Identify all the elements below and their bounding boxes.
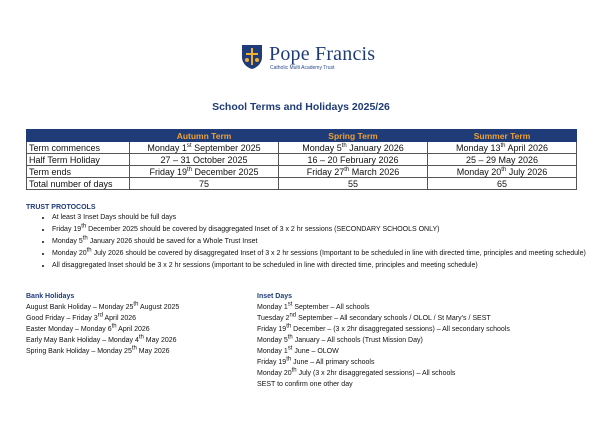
table-cell [428,166,577,178]
inset-day-item-text: Monday 1 [257,348,288,355]
protocol-item-text: All disaggregated Inset should be 3 x 2 hr sessions (important to be scheduled in line with directed time, principles and meeting schedule) [52,261,478,269]
trust-logo [241,42,375,72]
table-cell-text: 16 – 20 February 2026 [307,154,399,165]
inset-day-item-text-end: January – All schools (Trust Mission Day) [292,337,423,344]
inset-day-item-ordinal: nd [289,312,297,319]
table-cell [428,142,577,154]
row-label: Half Term Holiday [27,154,130,166]
inset-day-item-ordinal: st [287,301,293,308]
inset-day-item [257,324,587,335]
table-cell [130,178,279,190]
bank-holiday-item-text-end: August 2025 [138,304,180,311]
inset-day-item-text-end: September – All schools [292,304,370,311]
table-cell [428,154,577,166]
protocol-item-text: Monday 20 [52,249,87,257]
bank-holidays-section [26,291,256,357]
inset-days-heading: Inset Days [257,293,293,300]
table-cell-text: Monday 5 [302,142,342,153]
bank-holiday-item [26,313,256,324]
table-row [27,142,577,154]
inset-day-item-text: Friday 19 [257,359,287,366]
protocol-item-ordinal: th [82,235,88,242]
inset-day-item-text: Tuesday 2 [257,315,290,322]
row-label: Term commences [27,142,130,154]
table-cell-text: Monday 20 [456,166,502,177]
inset-day-item-ordinal: th [286,356,292,363]
bank-holiday-item-ordinal: rd [97,312,103,319]
inset-day-item-text-end: September – All secondary schools / OLOL / St Mary’s / SEST [296,315,491,322]
table-cell [279,166,428,178]
protocol-item [52,247,586,259]
terms-table [26,129,577,190]
protocol-item-text: Friday 19 [52,225,82,233]
protocol-item-text-end: July 2026 should be covered by disaggregated Inset of 3 x 2 hr sessions (Important to be scheduled in line with directed time, principles and meeting schedule) [91,249,586,257]
bank-holidays-list [26,302,256,357]
table-cell-text-end: July 2026 [506,166,548,177]
inset-day-item-ordinal: th [287,334,293,341]
bank-holiday-item-text: August Bank Holiday – Monday 25 [26,304,134,311]
table-cell-ordinal: th [341,142,347,149]
protocol-item-text: At least 3 Inset Days should be full days [52,214,177,221]
bank-holiday-item-text: Good Friday – Friday 3 [26,315,98,322]
protocol-item [52,235,586,247]
inset-day-item-text: Monday 5 [257,337,288,344]
inset-day-item [257,302,587,313]
table-cell-text: Friday 27 [306,166,345,177]
bank-holiday-item [26,302,256,313]
table-cell-text-end: September 2025 [191,142,261,153]
bank-holiday-item-ordinal: th [138,334,144,341]
inset-day-item-ordinal: th [291,367,297,374]
inset-day-item-text-end: June – OLOW [292,348,339,355]
table-cell-ordinal: th [501,166,507,173]
protocol-item-ordinal: th [81,223,87,230]
protocol-item [52,223,586,235]
inset-day-item-text: Monday 20 [257,370,292,377]
bank-holiday-item [26,335,256,346]
crest-icon [241,44,263,70]
inset-day-item [257,368,587,379]
bank-holiday-item-text-end: April 2026 [116,326,150,333]
bank-holiday-item-text: Spring Bank Holiday – Monday 25 [26,348,132,355]
table-cell [279,178,428,190]
table-cell [130,154,279,166]
table-header-row [27,130,577,142]
protocols-heading: TRUST PROTOCOLS [26,204,96,211]
logo-name: Pope Francis [269,42,376,65]
bank-holiday-item-text: Early May Bank Holiday – Monday 4 [26,337,139,344]
table-row [27,166,577,178]
inset-day-item [257,346,587,357]
table-cell-text: Friday 19 [149,166,187,177]
bank-holiday-item [26,324,256,335]
table-cell [130,142,279,154]
table-cell-ordinal: th [500,142,506,149]
bank-holiday-item-ordinal: th [111,323,117,330]
header-autumn: Autumn Term [130,130,279,142]
inset-days-section [257,291,587,390]
table-cell-text: 27 – 31 October 2025 [160,154,248,165]
table-cell-text-end: April 2026 [505,142,549,153]
inset-day-item [257,335,587,346]
inset-day-item-text: Monday 1 [257,304,288,311]
protocol-item-text: Monday 5 [52,237,83,245]
bank-holiday-item [26,346,256,357]
inset-day-item-text-end: July (3 x 2hr disaggregated sessions) – All schools [296,370,456,377]
protocol-item-text-end: January 2026 should be saved for a Whole Trust Inset [87,237,258,245]
logo-subtitle: Catholic Multi Academy Trust [270,64,335,71]
protocols-list [26,214,586,271]
inset-days-list [257,302,587,390]
bank-holiday-item-ordinal: th [131,345,137,352]
bank-holiday-item-ordinal: th [133,301,139,308]
inset-day-item [257,357,587,368]
table-row [27,178,577,190]
header-summer: Summer Term [428,130,577,142]
inset-day-item [257,379,587,390]
row-label: Total number of days [27,178,130,190]
inset-day-item-text-end: December – (3 x 2hr disaggregated sessions) – All secondary schools [291,326,510,333]
header-spring: Spring Term [279,130,428,142]
table-cell-text-end: December 2025 [192,166,259,177]
inset-day-item-text: Friday 19 [257,326,287,333]
inset-day-item [257,313,587,324]
inset-day-item-text: SEST to confirm one other day [257,381,353,388]
table-cell [130,166,279,178]
trust-protocols [26,204,586,274]
table-cell-ordinal: th [344,166,350,173]
header-blank [27,130,130,142]
table-cell [428,178,577,190]
table-row [27,154,577,166]
table-cell-text-end: March 2026 [349,166,400,177]
row-label: Term ends [27,166,130,178]
table-cell [279,142,428,154]
table-cell-text: 25 – 29 May 2026 [465,154,539,165]
table-cell-text: 55 [347,178,358,189]
bank-holiday-item-text-end: May 2026 [143,337,177,344]
protocol-item [52,214,586,223]
table-cell-text: Monday 13 [455,142,501,153]
table-cell-text: 75 [198,178,209,189]
table-cell-ordinal: th [186,166,192,173]
inset-day-item-text-end: June – All primary schools [291,359,375,366]
protocol-item-ordinal: th [86,247,92,254]
inset-day-item-ordinal: st [287,345,293,352]
bank-holiday-item-text-end: May 2026 [136,348,170,355]
bank-holiday-item-text-end: April 2026 [102,315,137,322]
bank-holidays-heading: Bank Holidays [26,293,75,300]
protocol-item [52,262,586,271]
table-cell-ordinal: st [186,142,192,149]
protocol-item-text-end: December 2025 should be covered by disaggregated Inset of 3 x 2 hr sessions (SECONDARY SCHOOLS ONLY) [86,225,440,233]
inset-day-item-ordinal: th [286,323,292,330]
table-cell-text: Monday 1 [147,142,187,153]
table-cell-text-end: January 2026 [346,142,404,153]
table-cell [279,154,428,166]
bank-holiday-item-text: Easter Monday – Monday 6 [26,326,112,333]
page-title: School Terms and Holidays 2025/26 [212,101,390,113]
table-cell-text: 65 [496,178,507,189]
